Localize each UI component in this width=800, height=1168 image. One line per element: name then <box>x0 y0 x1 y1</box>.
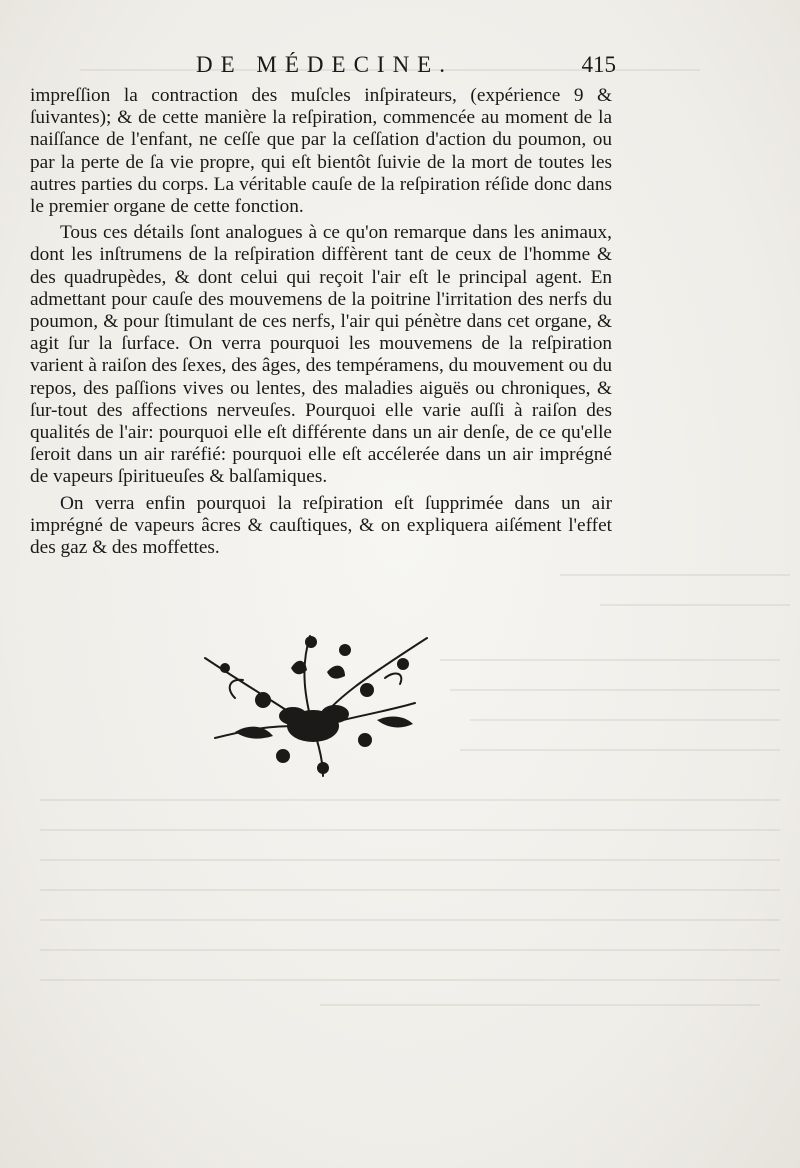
running-head <box>196 52 616 86</box>
floral-fleuron-icon <box>195 628 435 780</box>
running-head-title: DE MÉDECINE. <box>196 52 453 77</box>
paragraph-conclusion: On verra enfin pourquoi la reſpiration eſt ſupprimée dans un air imprégné de vapeurs âcres & cauſtiques, & on expliquera aiſément l'effet des gaz & des moffettes. <box>30 492 612 559</box>
paragraph-analogues: Tous ces détails ſont analogues à ce qu'on remarque dans les animaux, dont les inſtrumens de la reſpiration diffèrent tant de ceux de l'homme & des quadrupèdes, & dont celui qui reçoit l'air eſt le principal agent. En admettant pour cauſe des mouvemens de la poitrine l'irritation des nerfs du poumon, & pour ſtimulant de ces nerfs, l'air qui pénètre dans cet organe, & agit ſur la ſurface. On verra pourquoi les mouvemens de la reſpiration varient à raiſon des ſexes, des âges, des tempéramens, du mouvement ou du repos, des paſſions vives ou lentes, des maladies aiguës ou chroniques, & ſur-tout des affections nerveuſes. Pourquoi elle varie auſſi à raiſon des qualités de l'air: pourquoi elle eſt différente dans un air denſe, de ce qu'elle ſeroit dans un air raréfié: pourquoi elle eſt accélerée dans un air imprégné de vapeurs ſpiritueuſes & balſamiques. <box>30 222 613 488</box>
paragraph-continuation: impreſſion la contraction des muſcles inſpirateurs, (expérience 9 & ſuivantes); & de cette manière la reſpiration, commencée au moment de la naiſſance de l'enfant, ne ceſſe que par la ceſſation d'action du poumon, ou par la perte de ſa vie propre, qui eſt bientôt ſuivie de la mort de toutes les autres parties du corps. La véritable cauſe de la reſpiration réſide donc dans le premier organe de cette fonction. <box>30 85 612 218</box>
page-number: 415 <box>581 52 616 77</box>
body-text <box>30 85 612 563</box>
